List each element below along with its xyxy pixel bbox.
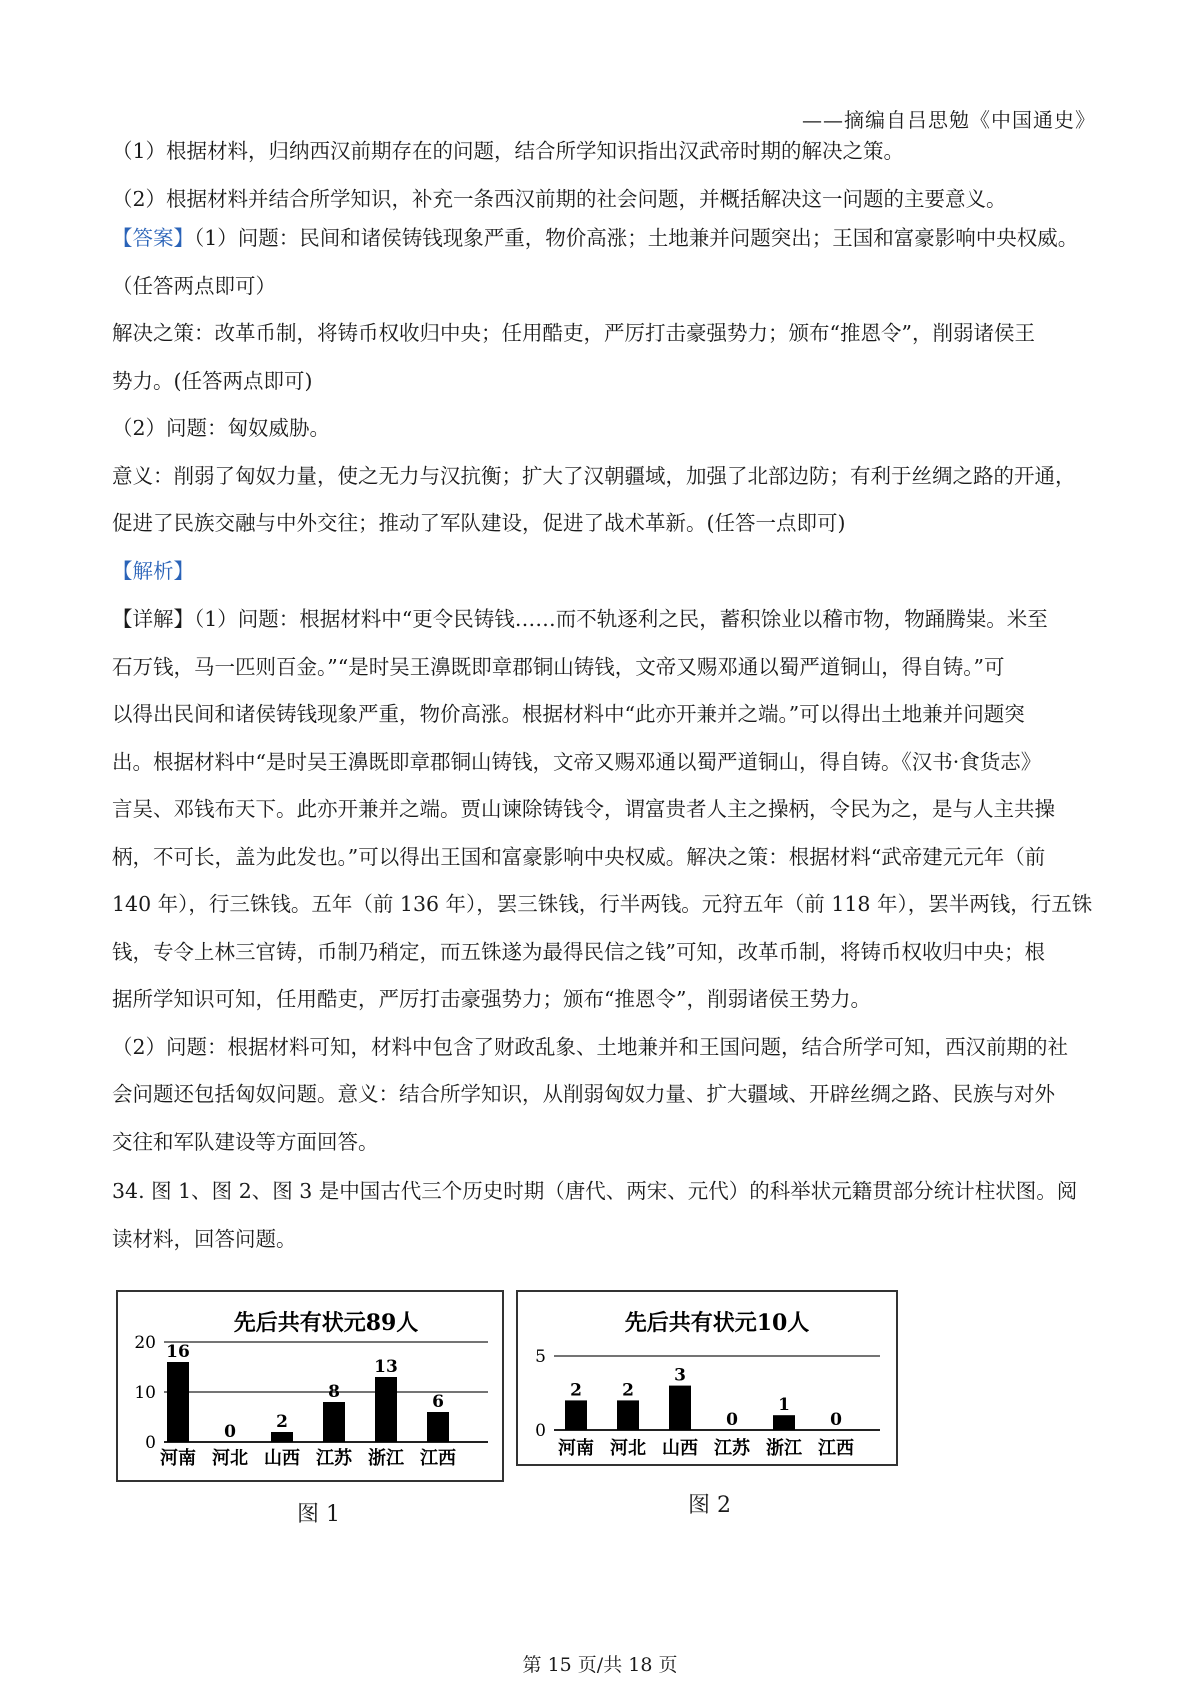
bar-value-label: 0 [726,1410,738,1430]
answer-line-4: 势力。(任答两点即可) [112,368,313,393]
detail-text-0: （1）问题：根据材料中“更令民铸钱……而不轨逐利之民，蓄积馀业以稽市物，物踊腾粜。米至 [194,607,1048,631]
bar-value-label: 16 [166,1342,190,1362]
detail-line: （2）问题：根据材料可知，材料中包含了财政乱象、土地兼并和王国问题，结合所学可知，西汉前期的社 [112,1034,1069,1059]
bar-value-label: 1 [778,1395,790,1416]
detail-line-0 [112,596,1092,644]
y-tick-label: 5 [535,1347,546,1367]
detail-line: 钱，专令上林三官铸，币制乃稍定，而五铢遂为最得民信之钱”可知，改革币制，将铸币权收归中央；根 [112,939,1045,964]
detail-block [112,596,1092,1166]
bar [669,1386,691,1430]
answer-text-1: （1）问题：民间和诸侯铸钱现象严重，物价高涨；土地兼并问题突出；王国和富豪影响中央权威。 [194,226,1079,250]
detail-line: 140 年），行三铢钱。五年（前 136 年），罢三铢钱，行半两钱。元狩五年（前 118 年），罢半两钱，行五铢 [112,892,1093,916]
chart-2-caption: 图 2 [688,1493,731,1518]
chart-title: 先后共有状元89人 [233,1310,419,1336]
bar [375,1377,397,1442]
q34-line-1: 34. 图 1、图 2、图 3 是中国古代三个历史时期（唐代、两宋、元代）的科举状元籍贯部分统计柱状图。阅 [112,1179,1078,1203]
answer-block [112,215,1092,595]
category-label: 河北 [212,1448,248,1469]
y-tick-label: 10 [134,1383,156,1403]
category-label: 河南 [558,1438,594,1459]
chart-1-caption: 图 1 [297,1502,340,1527]
bar-value-label: 8 [328,1382,340,1402]
answer-line-1 [112,215,1092,263]
bar [565,1400,587,1430]
detail-line: 石万钱，马一匹则百金。”“是时吴王濞既即章郡铜山铸钱，文帝又赐邓通以蜀严道铜山，得自铸。”可 [112,654,1005,679]
question-34 [112,1168,1092,1263]
answer-line-3: 解决之策：改革币制，将铸币权收归中央；任用酷吏，严厉打击豪强势力；颁布“推恩令”，削弱诸侯王 [112,321,1035,345]
question-block [112,128,1092,223]
category-label: 江西 [818,1438,854,1459]
chart-1-svg [118,1292,502,1480]
bar [427,1412,449,1442]
bar-value-label: 0 [224,1422,236,1442]
bar-value-label: 2 [276,1412,288,1432]
bar [271,1432,293,1442]
detail-line: 会问题还包括匈奴问题。意义：结合所学知识，从削弱匈奴力量、扩大疆域、开辟丝绸之路、民族与对外 [112,1082,1055,1106]
bar-value-label: 3 [674,1365,686,1386]
answer-line-7: 促进了民族交融与中外交往；推动了军队建设，促进了战术革新。(任答一点即可) [112,511,846,535]
detail-tag: 【详解】 [112,607,194,631]
bar-value-label: 0 [830,1410,842,1430]
category-label: 浙江 [368,1448,404,1469]
detail-line: 出。根据材料中“是时吴王濞既即章郡铜山铸钱，文帝又赐邓通以蜀严道铜山，得自铸。《汉书·食货志》 [112,749,1042,774]
category-label: 河南 [160,1448,196,1469]
detail-line: 以得出民间和诸侯铸钱现象严重，物价高涨。根据材料中“此亦开兼并之端。”可以得出土地兼并问题突 [112,702,1025,726]
detail-line: 据所学知识可知，任用酷吏，严厉打击豪强势力；颁布“推恩令”，削弱诸侯王势力。 [112,987,871,1011]
detail-line: 柄，不可长，盖为此发也。”可以得出王国和富豪影响中央权威。解决之策：根据材料“武帝建元元年（前 [112,844,1046,869]
answer-line-6: 意义：削弱了匈奴力量，使之无力与汉抗衡；扩大了汉朝疆域，加强了北部边防；有利于丝绸之路的开通， [112,463,1076,488]
bar-value-label: 2 [622,1380,634,1401]
question-1: （1）根据材料，归纳西汉前期存在的问题，结合所学知识指出汉武帝时期的解决之策。 [112,139,905,163]
bar-value-label: 13 [374,1357,398,1377]
category-label: 河北 [610,1438,646,1459]
bar [617,1400,639,1430]
source-citation: ——摘编自吕思勉《中国通史》 [802,108,1096,132]
chart-title: 先后共有状元10人 [624,1310,810,1336]
category-label: 山西 [264,1448,300,1469]
category-label: 江西 [420,1448,456,1469]
y-tick-label: 20 [134,1333,156,1353]
bar [167,1362,189,1442]
bar-value-label: 6 [432,1392,444,1412]
chart-2-svg [518,1292,896,1464]
analysis-tag: 【解析】 [112,558,194,583]
y-tick-label: 0 [535,1421,546,1441]
y-tick-label: 0 [145,1433,156,1453]
detail-line: 言吴、邓钱布天下。此亦开兼并之端。贾山谏除铸钱令，谓富贵者人主之操柄，令民为之，是与人主共操 [112,797,1055,821]
page-footer: 第 15 页/共 18 页 [522,1654,678,1676]
bar-chart-2 [516,1290,898,1466]
category-label: 浙江 [766,1438,802,1459]
bar-chart-1 [116,1290,504,1482]
detail-line: 交往和军队建设等方面回答。 [112,1129,379,1154]
category-label: 江苏 [714,1438,750,1459]
category-label: 江苏 [316,1448,352,1469]
category-label: 山西 [662,1438,698,1459]
answer-line-2: （任答两点即可） [112,273,276,298]
q34-line-2: 读材料，回答问题。 [112,1226,297,1251]
bar-value-label: 2 [570,1380,582,1401]
bar [323,1402,345,1442]
question-2: （2）根据材料并结合所学知识，补充一条西汉前期的社会问题，并概括解决这一问题的主要意义。 [112,186,1007,211]
bar [773,1415,795,1430]
answer-line-5: （2）问题：匈奴威胁。 [112,416,331,440]
answer-tag: 【答案】 [112,226,194,250]
